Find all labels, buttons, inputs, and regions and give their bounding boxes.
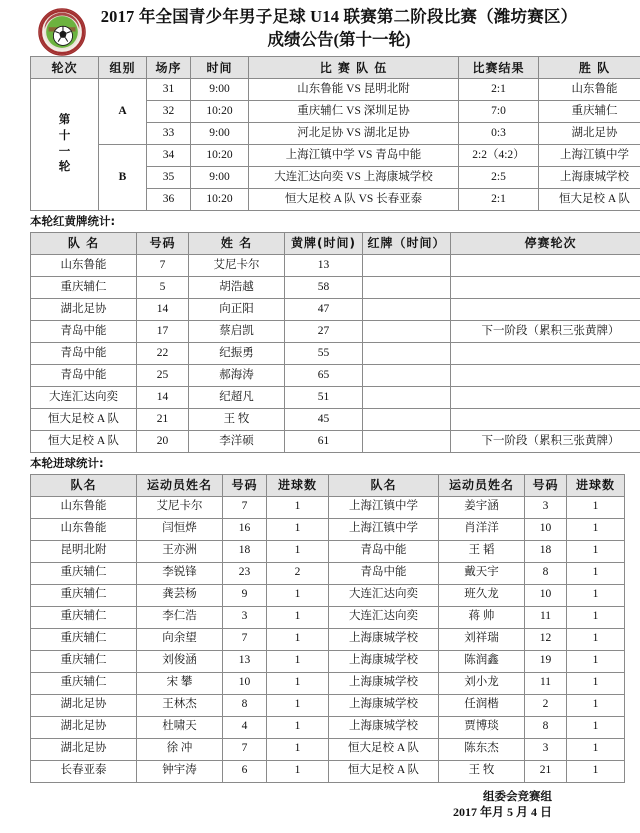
col-time: 时间	[191, 57, 249, 79]
card-player: 胡浩越	[189, 276, 285, 298]
table-row	[31, 562, 625, 584]
goal-player-right: 任润楷	[439, 694, 525, 716]
goal-count-right: 1	[567, 606, 625, 628]
match-result: 0:3	[459, 123, 539, 145]
match-result: 2:5	[459, 167, 539, 189]
goal-number-right: 12	[525, 628, 567, 650]
col-yellow: 黄牌(时间)	[285, 232, 363, 254]
goal-number-left: 7	[223, 628, 267, 650]
match-result: 2:1	[459, 189, 539, 211]
table-row	[31, 584, 625, 606]
card-yellow-time: 58	[285, 276, 363, 298]
card-suspension	[451, 408, 640, 430]
goal-count-right: 1	[567, 672, 625, 694]
table-row	[31, 79, 640, 101]
goal-number-right: 21	[525, 760, 567, 782]
round-char: 第	[58, 114, 71, 127]
goal-count-left: 1	[267, 606, 329, 628]
round-cell	[31, 79, 99, 211]
card-red-time	[363, 408, 451, 430]
match-time: 10:20	[191, 189, 249, 211]
goal-number-right: 11	[525, 672, 567, 694]
goal-number-left: 7	[223, 496, 267, 518]
table-row	[31, 518, 625, 540]
goal-team-left: 重庆辅仁	[31, 672, 137, 694]
card-number: 14	[137, 386, 189, 408]
table-row	[31, 276, 640, 298]
round-char: 轮	[58, 161, 71, 174]
goal-team-left: 重庆辅仁	[31, 628, 137, 650]
card-player: 蔡启凯	[189, 320, 285, 342]
table-row	[31, 342, 640, 364]
col-player-right: 运动员姓名	[439, 474, 525, 496]
goal-team-left: 昆明北附	[31, 540, 137, 562]
col-teams: 比 赛 队 伍	[249, 57, 459, 79]
card-team: 湖北足协	[31, 298, 137, 320]
goal-team-left: 湖北足协	[31, 716, 137, 738]
card-team: 恒大足校 A 队	[31, 430, 137, 452]
card-suspension	[451, 298, 640, 320]
matches-table-body	[31, 79, 640, 211]
table-row	[31, 496, 625, 518]
goal-number-left: 16	[223, 518, 267, 540]
goal-team-right: 大连汇达向奕	[329, 584, 439, 606]
card-team: 青岛中能	[31, 342, 137, 364]
card-suspension	[451, 342, 640, 364]
col-team-left: 队名	[31, 474, 137, 496]
goal-team-left: 长春亚泰	[31, 760, 137, 782]
match-no: 34	[147, 145, 191, 167]
card-yellow-time: 55	[285, 342, 363, 364]
match-time: 10:20	[191, 101, 249, 123]
card-red-time	[363, 320, 451, 342]
goal-number-right: 3	[525, 496, 567, 518]
match-no: 32	[147, 101, 191, 123]
goal-number-left: 4	[223, 716, 267, 738]
card-yellow-time: 13	[285, 254, 363, 276]
card-red-time	[363, 254, 451, 276]
goal-number-right: 10	[525, 518, 567, 540]
col-match-no: 场序	[147, 57, 191, 79]
goal-player-right: 陈东杰	[439, 738, 525, 760]
goal-team-left: 重庆辅仁	[31, 650, 137, 672]
goal-player-left: 钟宇涛	[137, 760, 223, 782]
goal-team-right: 上海康城学校	[329, 716, 439, 738]
match-teams: 恒大足校 A 队 VS 长春亚泰	[249, 189, 459, 211]
goal-team-right: 上海江镇中学	[329, 518, 439, 540]
card-yellow-time: 65	[285, 364, 363, 386]
match-winner: 上海康城学校	[539, 167, 640, 189]
goal-number-left: 6	[223, 760, 267, 782]
match-time: 9:00	[191, 123, 249, 145]
table-row	[31, 254, 640, 276]
col-goals-left: 进球数	[267, 474, 329, 496]
card-team: 重庆辅仁	[31, 276, 137, 298]
goal-player-left: 龚芸杨	[137, 584, 223, 606]
goal-count-left: 1	[267, 738, 329, 760]
col-round: 轮次	[31, 57, 99, 79]
match-result: 7:0	[459, 101, 539, 123]
match-no: 35	[147, 167, 191, 189]
cards-section-caption: 本轮红黄牌统计:	[30, 214, 116, 228]
goal-number-left: 13	[223, 650, 267, 672]
goal-team-right: 上海康城学校	[329, 628, 439, 650]
goal-player-right: 蒋 帅	[439, 606, 525, 628]
goal-count-left: 1	[267, 672, 329, 694]
table-row	[31, 320, 640, 342]
goal-player-right: 王 韬	[439, 540, 525, 562]
match-winner: 湖北足协	[539, 123, 640, 145]
table-row	[31, 738, 625, 760]
table-row	[31, 672, 625, 694]
cards-table-body	[31, 254, 640, 452]
goal-count-left: 2	[267, 562, 329, 584]
card-number: 20	[137, 430, 189, 452]
table-row	[31, 364, 640, 386]
cards-table-header-row	[31, 232, 640, 254]
goal-count-right: 1	[567, 738, 625, 760]
col-number: 号码	[137, 232, 189, 254]
card-suspension: 下一阶段（累积三张黄牌）	[451, 430, 640, 452]
match-time: 10:20	[191, 145, 249, 167]
title-line-1: 2017 年全国青少年男子足球 U14 联赛第二阶段比赛（潍坊赛区）	[100, 7, 578, 26]
card-player: 艾尼卡尔	[189, 254, 285, 276]
title-line-2: 成绩公告(第十一轮)	[267, 30, 411, 50]
card-yellow-time: 51	[285, 386, 363, 408]
group-cell-b: B	[99, 145, 147, 211]
match-teams: 上海江镇中学 VS 青岛中能	[249, 145, 459, 167]
goal-number-right: 8	[525, 716, 567, 738]
goal-team-right: 青岛中能	[329, 540, 439, 562]
issue-date: 2017 年月 5 月 4 日	[452, 805, 552, 820]
match-teams: 大连汇达向奕 VS 上海康城学校	[249, 167, 459, 189]
match-teams: 河北足协 VS 湖北足协	[249, 123, 459, 145]
goal-player-right: 戴天宇	[439, 562, 525, 584]
goal-count-right: 1	[567, 694, 625, 716]
card-suspension	[451, 254, 640, 276]
card-red-time	[363, 276, 451, 298]
card-player: 李洋硕	[189, 430, 285, 452]
table-row	[31, 650, 625, 672]
col-goals-right: 进球数	[567, 474, 625, 496]
col-result: 比赛结果	[459, 57, 539, 79]
goal-count-left: 1	[267, 540, 329, 562]
goal-number-left: 9	[223, 584, 267, 606]
goals-table	[30, 474, 625, 783]
document-footer	[30, 788, 610, 822]
match-winner: 恒大足校 A 队	[539, 189, 640, 211]
goal-count-right: 1	[567, 628, 625, 650]
table-row	[31, 716, 625, 738]
goal-team-right: 上海康城学校	[329, 694, 439, 716]
goal-number-left: 10	[223, 672, 267, 694]
card-number: 7	[137, 254, 189, 276]
match-no: 33	[147, 123, 191, 145]
goal-player-left: 向余望	[137, 628, 223, 650]
goal-player-right: 姜宇涵	[439, 496, 525, 518]
card-yellow-time: 47	[285, 298, 363, 320]
card-team: 恒大足校 A 队	[31, 408, 137, 430]
card-yellow-time: 27	[285, 320, 363, 342]
goal-player-left: 宋 攀	[137, 672, 223, 694]
goal-player-left: 王亦洲	[137, 540, 223, 562]
goal-player-right: 陈润鑫	[439, 650, 525, 672]
goal-team-left: 山东鲁能	[31, 496, 137, 518]
matches-table-wrapper	[30, 56, 630, 211]
round-char: 一	[58, 145, 71, 158]
round-char: 十	[58, 129, 71, 142]
goal-count-right: 1	[567, 562, 625, 584]
goal-team-right: 恒大足校 A 队	[329, 760, 439, 782]
cards-table	[30, 232, 640, 453]
goal-team-right: 上海康城学校	[329, 672, 439, 694]
goal-player-right: 刘祥瑞	[439, 628, 525, 650]
goal-count-left: 1	[267, 716, 329, 738]
card-team: 青岛中能	[31, 364, 137, 386]
goal-count-right: 1	[567, 760, 625, 782]
goals-table-body	[31, 496, 625, 782]
card-player: 向正阳	[189, 298, 285, 320]
goal-count-left: 1	[267, 650, 329, 672]
goal-player-left: 李锐锋	[137, 562, 223, 584]
issuing-organization: 组委会竞赛组	[483, 788, 552, 803]
goal-team-left: 重庆辅仁	[31, 562, 137, 584]
goal-number-right: 11	[525, 606, 567, 628]
col-number-left: 号码	[223, 474, 267, 496]
match-result: 2:2（4:2）	[459, 145, 539, 167]
goal-player-left: 艾尼卡尔	[137, 496, 223, 518]
goal-count-left: 1	[267, 694, 329, 716]
table-row	[31, 386, 640, 408]
goal-count-left: 1	[267, 628, 329, 650]
matches-table	[30, 56, 640, 211]
goal-team-right: 恒大足校 A 队	[329, 738, 439, 760]
col-player-left: 运动员姓名	[137, 474, 223, 496]
card-number: 22	[137, 342, 189, 364]
table-row	[31, 760, 625, 782]
card-team: 青岛中能	[31, 320, 137, 342]
card-red-time	[363, 298, 451, 320]
card-red-time	[363, 364, 451, 386]
card-suspension	[451, 276, 640, 298]
goal-number-right: 3	[525, 738, 567, 760]
col-red: 红牌（时间）	[363, 232, 451, 254]
card-player: 郝海涛	[189, 364, 285, 386]
card-red-time	[363, 430, 451, 452]
table-row	[31, 606, 625, 628]
match-teams: 重庆辅仁 VS 深圳足协	[249, 101, 459, 123]
goal-count-left: 1	[267, 584, 329, 606]
document-header	[30, 0, 610, 56]
card-player: 王 牧	[189, 408, 285, 430]
goal-number-right: 8	[525, 562, 567, 584]
table-row	[31, 298, 640, 320]
card-suspension: 下一阶段（累积三张黄牌）	[451, 320, 640, 342]
goal-player-right: 班久龙	[439, 584, 525, 606]
goal-count-right: 1	[567, 650, 625, 672]
table-row	[31, 540, 625, 562]
goal-player-right: 贾博琰	[439, 716, 525, 738]
goals-table-wrapper	[30, 474, 615, 783]
goal-team-right: 上海江镇中学	[329, 496, 439, 518]
col-winner: 胜 队	[539, 57, 640, 79]
goal-team-left: 山东鲁能	[31, 518, 137, 540]
goals-table-header-row	[31, 474, 625, 496]
match-no: 36	[147, 189, 191, 211]
table-row	[31, 145, 640, 167]
goal-player-left: 刘俊涵	[137, 650, 223, 672]
goal-count-right: 1	[567, 584, 625, 606]
goal-player-right: 刘小龙	[439, 672, 525, 694]
goal-count-right: 1	[567, 540, 625, 562]
card-suspension	[451, 386, 640, 408]
goal-count-left: 1	[267, 760, 329, 782]
goal-count-right: 1	[567, 518, 625, 540]
match-no: 31	[147, 79, 191, 101]
col-team: 队 名	[31, 232, 137, 254]
goal-team-right: 上海康城学校	[329, 650, 439, 672]
goal-player-left: 王林杰	[137, 694, 223, 716]
goal-player-left: 徐 冲	[137, 738, 223, 760]
card-number: 5	[137, 276, 189, 298]
card-number: 14	[137, 298, 189, 320]
table-row	[31, 408, 640, 430]
card-number: 25	[137, 364, 189, 386]
col-name: 姓 名	[189, 232, 285, 254]
match-time: 9:00	[191, 79, 249, 101]
match-teams: 山东鲁能 VS 昆明北附	[249, 79, 459, 101]
col-suspension: 停赛轮次	[451, 232, 640, 254]
goal-number-right: 19	[525, 650, 567, 672]
goal-team-right: 青岛中能	[329, 562, 439, 584]
goal-number-left: 7	[223, 738, 267, 760]
goal-team-left: 重庆辅仁	[31, 606, 137, 628]
table-row	[31, 628, 625, 650]
goal-team-left: 湖北足协	[31, 738, 137, 760]
goal-player-right: 王 牧	[439, 760, 525, 782]
card-number: 17	[137, 320, 189, 342]
goal-team-left: 重庆辅仁	[31, 584, 137, 606]
goal-number-left: 3	[223, 606, 267, 628]
match-winner: 重庆辅仁	[539, 101, 640, 123]
match-result: 2:1	[459, 79, 539, 101]
goal-number-right: 10	[525, 584, 567, 606]
card-yellow-time: 45	[285, 408, 363, 430]
match-winner: 山东鲁能	[539, 79, 640, 101]
matches-table-header-row	[31, 57, 640, 79]
col-number-right: 号码	[525, 474, 567, 496]
cards-table-wrapper	[30, 232, 620, 453]
card-team: 山东鲁能	[31, 254, 137, 276]
card-red-time	[363, 342, 451, 364]
goal-number-right: 2	[525, 694, 567, 716]
match-time: 9:00	[191, 167, 249, 189]
card-number: 21	[137, 408, 189, 430]
goal-player-left: 李仁浩	[137, 606, 223, 628]
goal-count-left: 1	[267, 496, 329, 518]
page-title	[92, 6, 610, 52]
goal-number-left: 23	[223, 562, 267, 584]
goal-number-left: 8	[223, 694, 267, 716]
card-red-time	[363, 386, 451, 408]
card-yellow-time: 61	[285, 430, 363, 452]
table-row	[31, 430, 640, 452]
card-player: 纪振勇	[189, 342, 285, 364]
goal-number-right: 18	[525, 540, 567, 562]
goals-section-caption: 本轮进球统计:	[30, 455, 104, 470]
goal-team-right: 大连汇达向奕	[329, 606, 439, 628]
goal-count-left: 1	[267, 518, 329, 540]
table-row	[31, 694, 625, 716]
match-winner: 上海江镇中学	[539, 145, 640, 167]
group-cell-a: A	[99, 79, 147, 145]
col-group: 组别	[99, 57, 147, 79]
football-emblem-icon	[38, 8, 86, 56]
goal-player-left: 杜啸天	[137, 716, 223, 738]
card-team: 大连汇达向奕	[31, 386, 137, 408]
col-team-right: 队名	[329, 474, 439, 496]
goal-player-right: 肖洋洋	[439, 518, 525, 540]
card-suspension	[451, 364, 640, 386]
card-player: 纪超凡	[189, 386, 285, 408]
goal-count-right: 1	[567, 496, 625, 518]
goal-team-left: 湖北足协	[31, 694, 137, 716]
goal-player-left: 闫恒烨	[137, 518, 223, 540]
goal-count-right: 1	[567, 716, 625, 738]
goal-number-left: 18	[223, 540, 267, 562]
